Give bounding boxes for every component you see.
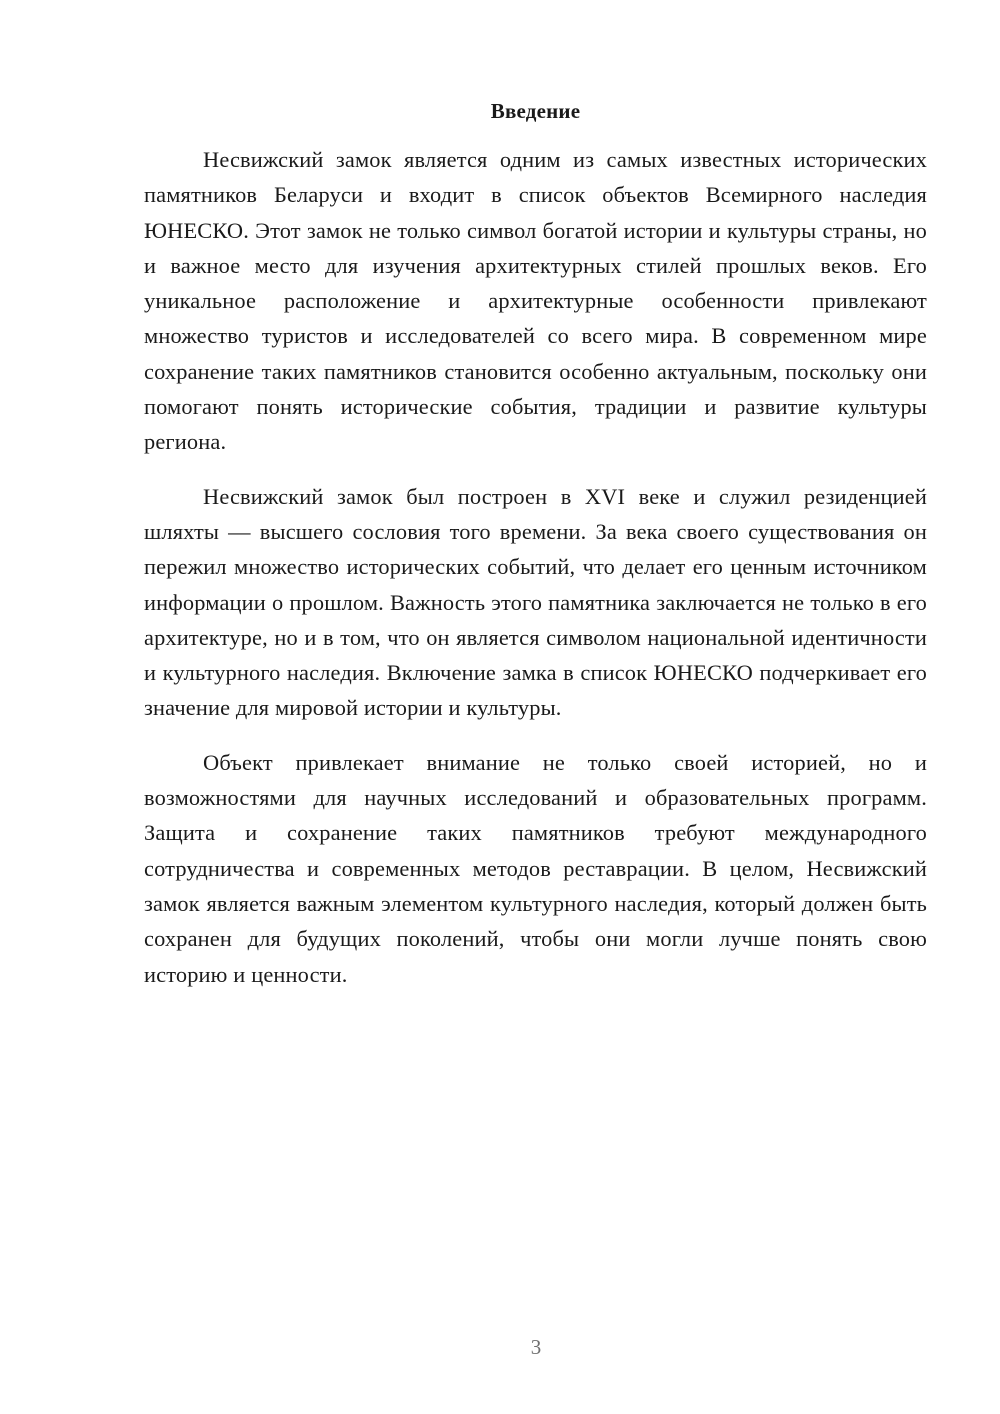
paragraph-1: Несвижский замок является одним из самых известных исторических памятников Беларуси и входит в список объектов Всемирного наследия ЮНЕСКО. Этот замок не только символ богатой истории и культуры страны, но и важное место для изучения архитектурных стилей прошлых веков. Его уникальное расположение и архитектурные особенности привлекают множество туристов и исследователей со всего мира. В современном мире сохранение таких памятников становится особенно актуальным, поскольку они помогают понять исторические события, традиции и развитие культуры региона.	[144, 147, 927, 455]
paragraph-3: Объект привлекает внимание не только своей историей, но и возможностями для научных исследований и образовательных программ. Защита и сохранение таких памятников требуют международного сотрудничества и современных методов реставрации. В целом, Несвижский замок является важным элементом культурного наследия, который должен быть сохранен для будущих поколений, чтобы они могли лучше понять свою историю и ценности.	[144, 749, 927, 987]
section-heading: Введение	[490, 99, 581, 123]
body-text	[144, 142, 927, 992]
page-number: 3	[530, 1335, 542, 1359]
paragraph-2: Несвижский замок был построен в XVI веке и служил резиденцией шляхты — высшего сословия того времени. За века своего существования он пережил множество исторических событий, что делает его ценным источником информации о прошлом. Важность этого памятника заключается не только в его архитектуре, но и в том, что он является символом национальной идентичности и культурного наследия. Включение замка в список ЮНЕСКО подчеркивает его значение для мировой истории и культуры.	[144, 483, 927, 721]
